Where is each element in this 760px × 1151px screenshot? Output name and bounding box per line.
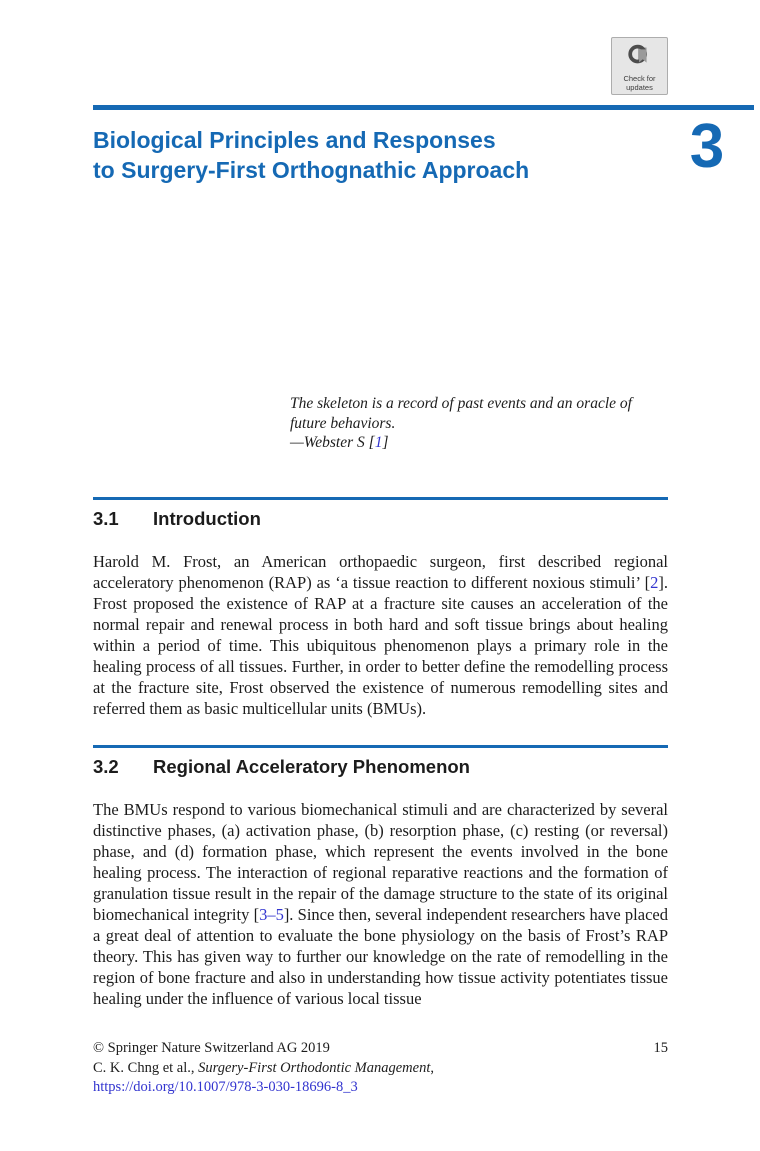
section-title: Introduction (153, 508, 261, 529)
section-heading-3-1 (93, 507, 668, 531)
text-segment: Surgery-First Orthodontic Management (198, 1059, 431, 1076)
section-rule-3-2 (93, 745, 668, 748)
paragraph-regional-acceleratory-phenomenon (93, 799, 668, 1009)
section-heading-3-2 (93, 755, 668, 779)
epigraph-attribution (290, 433, 668, 453)
epigraph (290, 394, 668, 453)
chapter-title-line1: Biological Principles and Responses (93, 127, 496, 153)
text-segment: ]. Frost proposed the existence of RAP at a fracture site causes an acceleration of the normal repair and renewal process in both hard and soft tissue brings about healing within a period of time. This ubiquitous phenomenon plays a primary role in the healing process of all tissues. Further, in order to better define the remodelling process at the fracture site, Frost observed the existence of numerous remodelling sites and referred them as basic multicellular units (BMUs). (93, 573, 668, 718)
citation-ref[interactable]: 3–5 (259, 905, 284, 924)
check-for-updates-icon (626, 41, 654, 74)
text-segment: C. K. Chng et al., (93, 1059, 199, 1076)
badge-label: Check for updates (623, 74, 656, 92)
citation-ref[interactable]: 1 (374, 434, 383, 451)
text-segment: —Webster S [ (290, 434, 375, 451)
paragraph-introduction (93, 551, 668, 719)
text-segment: , (430, 1059, 434, 1076)
section-number: 3.1 (93, 508, 119, 529)
doi-link[interactable]: https://doi.org/10.1007/978-3-030-18696-8_3 (93, 1079, 358, 1095)
section-number: 3.2 (93, 756, 119, 777)
citation-ref[interactable]: 2 (650, 573, 659, 592)
chapter-number: 3 (689, 112, 725, 181)
epigraph-quote: The skeleton is a record of past events and an oracle of future behaviors. (290, 395, 632, 432)
authors-line (93, 1059, 668, 1079)
section-title: Regional Acceleratory Phenomenon (153, 756, 470, 777)
chapter-title (93, 125, 653, 185)
text-segment: The BMUs respond to various biomechanical stimuli and are characterized by several distinctive phases, (a) activation phase, (b) resorption phase, (c) resting (or reversal) phase, and (d) formation phase, which represent the events involved in the bone healing process. The interaction of regional reparative reactions and the formation of granulation tissue result in the repair of the damage structure to the state of its original biomechanical integrity [ (93, 800, 668, 924)
chapter-title-line2: to Surgery-First Orthognathic Approach (93, 157, 530, 183)
text-segment: Harold M. Frost, an American orthopaedic surgeon, first described regional acceleratory phenomenon (RAP) as ‘a tissue reaction to different noxious stimuli’ [ (93, 552, 668, 592)
chapter-header-rule (93, 105, 754, 110)
copyright-line: © Springer Nature Switzerland AG 2019 (93, 1040, 330, 1056)
check-for-updates-badge[interactable] (611, 37, 668, 95)
page-number: 15 (653, 1040, 668, 1056)
text-segment: ]. Since then, several independent researchers have placed a great deal of attention to evaluate the bone physiology on the basis of Frost’s RAP theory. This has given way to further our knowledge on the rate of remodelling in the region of bone fracture and also in understanding how tissue activity potentiates tissue healing under the influence of various local tissue (93, 905, 668, 1008)
section-rule-3-1 (93, 497, 668, 500)
text-segment: ] (382, 434, 389, 451)
